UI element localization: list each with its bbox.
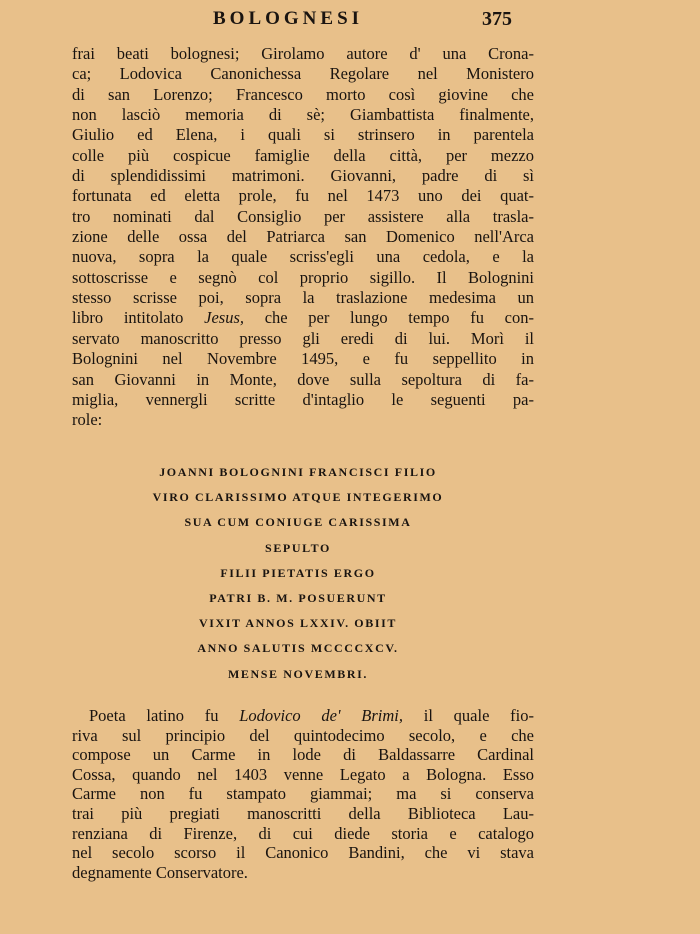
text-line: Bolognini nel Novembre 1495, e fu seppellito in: [72, 349, 534, 369]
text-line: zione delle ossa del Patriarca san Domenico nell'Arca: [72, 227, 534, 247]
epitaph-line: SEPULTO: [265, 540, 331, 555]
text-line: frai beati bolognesi; Girolamo autore d' una Crona-: [72, 44, 534, 63]
text-line: sottoscrisse e segnò col proprio sigillo. Il Bolognini: [72, 267, 534, 287]
running-head: [0, 8, 700, 34]
text-line: Poeta latino fu Lodovico de' Brimi, il quale fio-: [89, 706, 534, 725]
text-line: Giulio ed Elena, i quali si strinsero in parentela: [72, 125, 534, 145]
italic-title: Lodovico de' Brimi,: [239, 706, 403, 725]
text-line: servato manoscritto presso gli eredi di lui. Morì il: [72, 328, 534, 348]
epitaph-line: ANNO SALUTIS MCCCCXCV.: [197, 641, 399, 656]
paragraph-1: [72, 44, 534, 431]
text-line: di splendidissimi matrimoni. Giovanni, padre di sì: [72, 166, 534, 186]
epitaph-line: VIXIT ANNOS LXXIV. OBIIT: [198, 616, 397, 631]
text-line: san Giovanni in Monte, dove sulla sepoltura di fa-: [72, 369, 534, 389]
text-line: Cossa, quando nel 1403 venne Legato a Bologna. Esso: [72, 764, 534, 784]
text-line: renziana di Firenze, di cui diede storia e catalogo: [72, 823, 534, 843]
text-line: role:: [72, 410, 103, 430]
text-line: nel secolo scorso il Canonico Bandini, che vi stava: [72, 843, 534, 863]
text-line: di san Lorenzo; Francesco morto così giovine che: [72, 84, 534, 104]
epitaph-line: PATRI B. M. POSUERUNT: [209, 590, 387, 605]
text-line: ca; Lodovica Canonichessa Regolare nel Monistero: [72, 64, 534, 84]
text-line: stesso scrisse poi, sopra la traslazione medesima un: [72, 288, 534, 308]
text-line: trai più pregiati manoscritti della Biblioteca Lau-: [72, 803, 534, 823]
text-line: colle più cospicue famiglie della città, per mezzo: [72, 145, 534, 165]
text-line: Carme non fu stampato giammai; ma si conserva: [72, 784, 534, 804]
text-line: degnamente Conservatore.: [72, 862, 248, 882]
text-line: fortunata ed eletta prole, fu nel 1473 uno dei quat-: [72, 186, 534, 206]
text-line: non lasciò memoria di sè; Giambattista finalmente,: [72, 105, 534, 125]
italic-title: Jesus,: [204, 308, 244, 328]
text-line: compose un Carme in lode di Baldassarre Cardinal: [72, 745, 534, 765]
epitaph-line: VIRO CLARISSIMO ATQUE INTEGERIMO: [152, 490, 444, 505]
text-line: tro nominati dal Consiglio per assistere alla trasla-: [72, 206, 534, 226]
running-title: BOLOGNESI: [213, 8, 364, 29]
text-line: libro intitolato Jesus, che per lungo tempo fu con-: [72, 308, 534, 328]
text-line: miglia, vennergli scritte d'intaglio le seguenti pa-: [72, 389, 534, 409]
epitaph-line: JOANNI BOLOGNINI FRANCISCI FILIO: [159, 465, 437, 479]
epitaph-inscription: [60, 460, 536, 687]
text-line: nuova, sopra la quale scriss'egli una cedola, e la: [72, 247, 534, 267]
epitaph-line: FILII PIETATIS ERGO: [220, 565, 376, 580]
epitaph-line: SUA CUM CONIUGE CARISSIMA: [184, 515, 412, 530]
page-number: 375: [482, 8, 512, 30]
text-line: riva sul principio del quintodecimo secolo, e che: [72, 725, 534, 745]
paragraph-2: [72, 706, 534, 882]
epitaph-line: MENSE NOVEMBRI.: [227, 666, 368, 681]
